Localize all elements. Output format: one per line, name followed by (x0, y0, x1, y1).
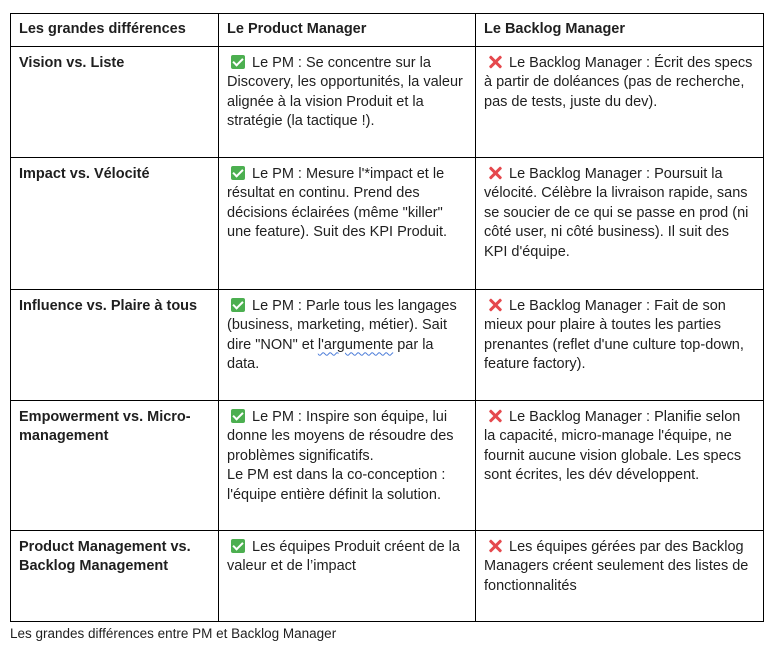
pm-cell (219, 530, 476, 621)
bm-cell (476, 46, 764, 157)
table-row (11, 530, 764, 621)
header-backlog-manager: Le Backlog Manager (476, 14, 764, 47)
pm-text: Les équipes Produit créent de la valeur et de l’impact (227, 538, 460, 574)
row-label: Influence vs. Plaire à tous (11, 289, 219, 400)
row-label: Product Management vs. Backlog Management (11, 530, 219, 621)
pm-cell (219, 157, 476, 289)
bm-cell (476, 530, 764, 621)
check-mark-icon (231, 298, 245, 312)
pm-text-end: par la data. (227, 336, 434, 372)
pm-cell (219, 400, 476, 530)
check-mark-icon (231, 539, 245, 553)
table-caption: Les grandes différences entre PM et Backlog Manager (10, 626, 337, 641)
bm-text: Le Backlog Manager : Planifie selon la capacité, micro-manage l'équipe, ne fournit aucune vision globale. Les specs sont écrites, les dév développent. (484, 408, 742, 483)
row-label: Impact vs. Vélocité (11, 157, 219, 289)
bm-text: Le Backlog Manager : Poursuit la vélocité. Célèbre la livraison rapide, sans se soucier de ce qui se passe en prod (ni côté user, ni côté business). Il suit des KPI d'équipe. (484, 165, 749, 260)
table-row (11, 46, 764, 157)
cross-mark-icon (488, 55, 502, 69)
table-header-row (11, 14, 764, 47)
pm-text-extra: Le PM est dans la co-conception : l'équipe entière définit la solution. (227, 467, 446, 503)
table-row (11, 400, 764, 530)
check-mark-icon (231, 166, 245, 180)
pm-text: Le PM : Inspire son équipe, lui donne les moyens de résoudre des problèmes significatifs. (227, 408, 454, 464)
pm-cell (219, 289, 476, 400)
cross-mark-icon (488, 166, 502, 180)
spellcheck-underlined-word: l'argumente (317, 336, 394, 353)
bm-cell (476, 289, 764, 400)
pm-cell (219, 46, 476, 157)
pm-text: Le PM : Se concentre sur la Discovery, les opportunités, la valeur alignée à la vision Produit et la stratégie (la tactique !). (227, 54, 463, 129)
table-row (11, 157, 764, 289)
cross-mark-icon (488, 409, 502, 423)
cross-mark-icon (488, 539, 502, 553)
comparison-table (10, 13, 764, 622)
row-label: Empowerment vs. Micro-management (11, 400, 219, 530)
bm-text: Les équipes gérées par des Backlog Managers créent seulement des listes de fonctionnalités (484, 538, 749, 594)
bm-cell (476, 400, 764, 530)
row-label: Vision vs. Liste (11, 46, 219, 157)
bm-cell (476, 157, 764, 289)
check-mark-icon (231, 409, 245, 423)
bm-text: Le Backlog Manager : Écrit des specs à partir de doléances (pas de recherche, pas de tests, juste du dev). (484, 54, 753, 110)
pm-text: Le PM : Mesure l'*impact et le résultat en continu. Prend des décisions éclairées (même "killer" une feature). Suit des KPI Produit. (227, 165, 448, 240)
pm-text: Le PM : Parle tous les langages (business, marketing, métier). Sait dire "NON" et (227, 297, 457, 353)
table-row (11, 289, 764, 400)
header-differences: Les grandes différences (11, 14, 219, 47)
header-product-manager: Le Product Manager (219, 14, 476, 47)
bm-text: Le Backlog Manager : Fait de son mieux pour plaire à toutes les parties prenantes (reflet d'une culture top-down, feature factory). (484, 297, 744, 372)
check-mark-icon (231, 55, 245, 69)
cross-mark-icon (488, 298, 502, 312)
